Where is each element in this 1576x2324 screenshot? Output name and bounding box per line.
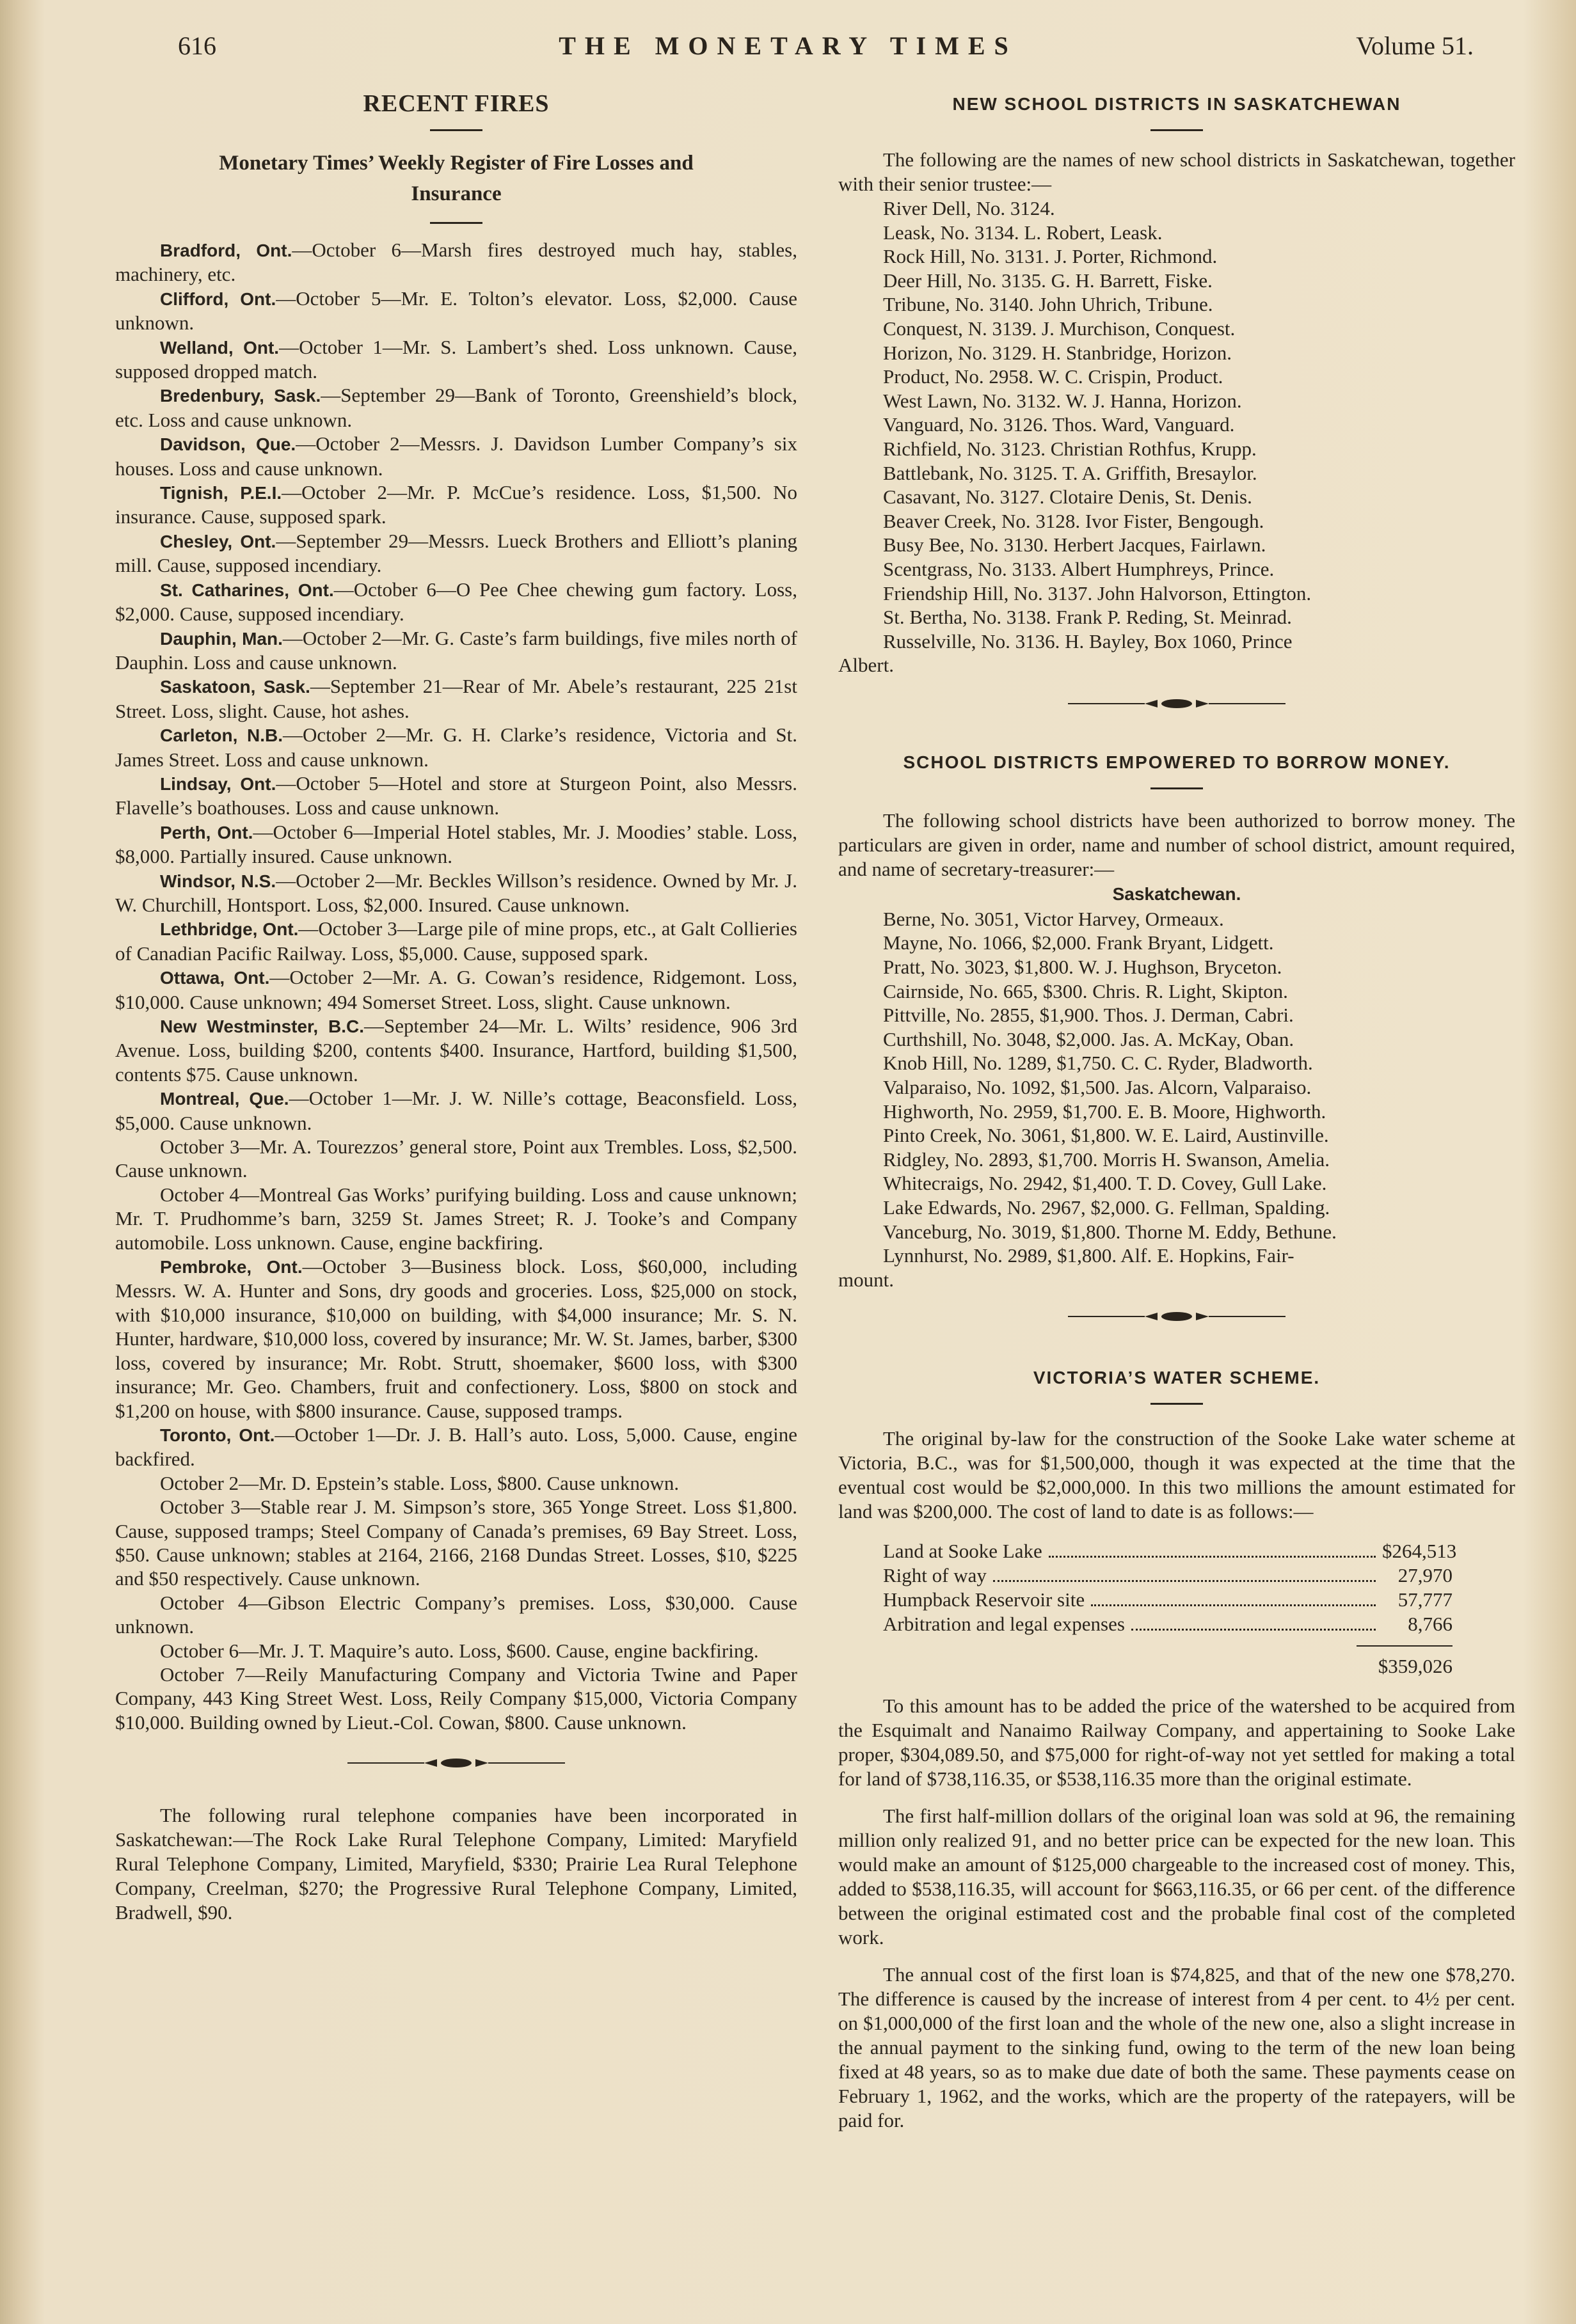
borrow-line: Pinto Creek, No. 3061, $1,800. W. E. Laird, Austinville.	[883, 1124, 1329, 1147]
borrow-line: Ridgley, No. 2893, $1,700. Morris H. Swanson, Amelia.	[883, 1148, 1330, 1171]
fire-entry-location: Pembroke, Ont.	[160, 1257, 303, 1277]
borrow-line: Mayne, No. 1066, $2,000. Frank Bryant, Lidgett.	[883, 931, 1274, 954]
borrow-intro: The following school districts have been authorized to borrow money. The particulars are given in order, name and number of school district, amount required, and name of secretary-treasurer:—	[838, 809, 1515, 880]
fire-entry-text: —October 5—Mr. E. Tolton’s elevator. Loss, $2,000. Cause unknown.	[115, 287, 798, 335]
fire-entry	[115, 1135, 797, 1183]
fire-entry	[115, 1591, 797, 1639]
fire-entry-location: Carleton, N.B.	[160, 725, 283, 746]
district-line: Richfield, No. 3123. Christian Rothfus, Krupp.	[883, 437, 1257, 460]
district-line: Busy Bee, No. 3130. Herbert Jacques, Fairlawn.	[883, 534, 1266, 557]
title-rule	[430, 129, 482, 131]
recent-fires-title: RECENT FIRES	[363, 90, 550, 117]
publication-title: THE MONETARY TIMES	[559, 31, 1017, 60]
fire-entry	[115, 1183, 797, 1254]
fire-entry	[115, 820, 797, 869]
cost-label: Right of way	[883, 1564, 987, 1587]
cost-label: Arbitration and legal expenses	[883, 1613, 1125, 1636]
fire-entry	[115, 1471, 797, 1495]
fire-entry	[115, 480, 797, 529]
fire-entry-location: Welland, Ont.	[160, 337, 280, 358]
fire-entry-location: New Westminster, B.C.	[160, 1016, 365, 1036]
running-header	[0, 31, 1576, 69]
districts-tail: Albert.	[838, 654, 894, 677]
water-paragraph-3: The first half-million dollars of the original loan was sold at 96, the remaining million only realized 91, and no better price can be expected for the new loan. This would make an amount of $125,000 chargeable to the increased cost of money. This, added to $538,116.35, will account for $663,116.35, or 66 per cent. of the difference between the original estimated cost and the probable final cost of the completed work.	[838, 1805, 1515, 1949]
fire-entry-text: —October 1—Mr. J. W. Nille’s cottage, Beaconsfield. Loss, $5,000. Cause unknown.	[115, 1087, 798, 1134]
fire-entry	[115, 1014, 797, 1086]
water-rule	[1150, 1403, 1203, 1405]
borrow-line: Whitecraigs, No. 2942, $1,400. T. D. Covey, Gull Lake.	[883, 1172, 1327, 1195]
district-line: Horizon, No. 3129. H. Stanbridge, Horizon.	[883, 341, 1232, 364]
fire-entry-text: —October 2—Mr. G. Caste’s farm buildings, five miles north of Dauphin. Loss and cause unknown.	[115, 626, 798, 674]
page-number: 616	[178, 31, 216, 60]
fire-entry	[115, 529, 797, 578]
fire-entry-text: October 2—Mr. D. Epstein’s stable. Loss, $800. Cause unknown.	[160, 1471, 680, 1494]
fire-entry	[115, 917, 797, 965]
borrow-line: Pratt, No. 3023, $1,800. W. J. Hughson, Bryceton.	[883, 956, 1282, 979]
telephone-companies-paragraph: The following rural telephone companies have been incorporated in Saskatchewan:—The Rock Lake Rural Telephone Company, Limited: Maryfield Rural Telephone Company, Limited, Maryfield, $330; Prairie Lea Rural Telephone Company, Creelman, $270; the Progressive Rural Telephone Company, Limited, Bradwell, $90.	[115, 1804, 797, 1924]
ornament-divider	[1068, 1309, 1285, 1324]
fire-entry-location: Lindsay, Ont.	[160, 773, 276, 794]
fire-entry-location: Bredenbury, Sask.	[160, 386, 321, 406]
cost-total: $359,026	[1357, 1645, 1453, 1679]
fire-entry	[115, 626, 797, 675]
fire-entry-location: Tignish, P.E.I.	[160, 483, 282, 503]
fire-entry-location: Windsor, N.S.	[160, 871, 276, 891]
water-scheme-title: VICTORIA’S WATER SCHEME.	[1033, 1368, 1321, 1388]
fire-entry-location: Bradford, Ont.	[160, 241, 292, 260]
district-line: Scentgrass, No. 3133. Albert Humphreys, Prince.	[883, 557, 1275, 580]
borrow-money-title: SCHOOL DISTRICTS EMPOWERED TO BORROW MONEY.	[903, 752, 1451, 772]
water-paragraph-1: The original by-law for the construction of the Sooke Lake water scheme at Victoria, B.C., was for $1,500,000, though it was expected at the time that the eventual cost would be $2,000,000. In this two millions the amount estimated for land was $200,000. The cost of land to date is as follows:—	[838, 1427, 1515, 1523]
cost-row	[883, 1539, 1457, 1563]
fire-entry-text: —September 29—Bank of Toronto, Greenshield’s block, etc. Loss and cause unknown.	[115, 384, 798, 431]
fire-entry-text: —October 5—Hotel and store at Sturgeon Point, also Messrs. Flavelle’s boathouses. Loss and cause unknown.	[115, 771, 797, 819]
fire-entry-text: October 3—Stable rear J. M. Simpson’s store, 365 Yonge Street. Loss $1,800. Cause, supposed tramps; Steel Company of Canada’s premises, 69 Bay Street. Loss, $50. Cause unknown; stables at 2164, 2166, 2168 Dundas Street. Losses, $10, $225 and $50 respectively. Cause unknown.	[115, 1496, 797, 1590]
fire-entry	[115, 383, 797, 432]
districts-rule	[1150, 129, 1203, 131]
district-line: Tribune, No. 3140. John Uhrich, Tribune.	[883, 293, 1213, 316]
fire-entries-list	[115, 238, 797, 1734]
ornament-divider	[347, 1756, 565, 1770]
land-cost-table	[883, 1539, 1457, 1679]
district-line: West Lawn, No. 3132. W. J. Hanna, Horizon.	[883, 389, 1242, 412]
fire-register-subtitle: Monetary Times’ Weekly Register of Fire Losses and Insurance	[219, 152, 694, 205]
cost-amount: 57,777	[1397, 1588, 1453, 1611]
fire-entry-text: —October 3—Business block. Loss, $60,000, including Messrs. W. A. Hunter and Sons, dry goods and groceries. Loss, $25,000 on stock, with $10,000 insurance, $10,000 on building, with $4,000 insurance; Mr. S. N. Hunter, hardware, $10,000 loss, covered by insurance; Mr. W. St. James, barber, $300 loss, covered by insurance; Mr. Robt. Strutt, shoemaker, $600 loss, with $300 insurance; Mr. Geo. Chambers, fruit and confectionery. Loss, $800 on stock and $1,200 on house, with $800 insurance. Cause, supposed tramps.	[115, 1255, 797, 1422]
borrow-line: Pittville, No. 2855, $1,900. Thos. J. Derman, Cabri.	[883, 1004, 1294, 1027]
district-line: Russelville, No. 3136. H. Bayley, Box 1060, Prince	[883, 629, 1293, 652]
fire-entry	[115, 674, 797, 723]
districts-intro: The following are the names of new school districts in Saskatchewan, together with their senior trustee:—	[838, 148, 1515, 195]
fire-entry-text: October 7—Reily Manufacturing Company and Victoria Twine and Paper Company, 443 King Street West. Loss, Reily Company $15,000, Victoria Company $10,000. Building owned by Lieut.-Col. Cowan, $800. Cause unknown.	[115, 1663, 797, 1734]
fire-entry-text: —October 6—O Pee Chee chewing gum factory. Loss, $2,000. Cause, supposed incendiary.	[115, 578, 797, 626]
fire-entry	[115, 723, 797, 771]
fire-entry-location: Perth, Ont.	[160, 822, 253, 842]
borrow-line: Curthshill, No. 3048, $2,000. Jas. A. McKay, Oban.	[883, 1027, 1294, 1050]
fire-entry-location: Dauphin, Man.	[160, 628, 283, 649]
cost-label: Land at Sooke Lake	[883, 1540, 1042, 1563]
fire-entry-text: —September 24—Mr. L. Wilts’ residence, 906 3rd Avenue. Loss, building $200, contents $400. Insurance, Hartford, building $1,500, contents $75. Cause unknown.	[115, 1015, 797, 1086]
fire-entry-text: —October 2—Mr. P. McCue’s residence. Loss, $1,500. No insurance. Cause, supposed spark.	[115, 481, 797, 528]
cost-row	[883, 1588, 1453, 1612]
fire-entry-location: Toronto, Ont.	[160, 1425, 275, 1445]
fire-entry-text: —September 21—Rear of Mr. Abele’s restaurant, 225 21st Street. Loss, slight. Cause, hot ashes.	[115, 675, 797, 722]
cost-amount: $264,513	[1382, 1540, 1457, 1563]
fire-entry-text: —September 29—Messrs. Lueck Brothers and Elliott’s planing mill. Cause, supposed incendiary.	[115, 529, 798, 577]
fire-entry-location: Montreal, Que.	[160, 1089, 289, 1109]
district-line: Deer Hill, No. 3135. G. H. Barrett, Fiske.	[883, 269, 1213, 292]
fire-entry	[115, 771, 797, 820]
dot-leader	[1091, 1604, 1376, 1606]
fire-entry	[115, 1254, 797, 1423]
fire-entry-location: Lethbridge, Ont.	[160, 919, 299, 940]
borrow-line: Valparaiso, No. 1092, $1,500. Jas. Alcorn, Valparaiso.	[883, 1076, 1312, 1099]
dot-leader	[993, 1580, 1376, 1582]
fire-entry-text: —October 3—Large pile of mine props, etc., at Galt Collieries of Canadian Pacific Railway. Loss, $5,000. Cause, supposed spark.	[115, 917, 797, 965]
subtitle-rule	[430, 222, 482, 224]
fire-entry-location: Ottawa, Ont.	[160, 968, 270, 988]
water-paragraph-2: To this amount has to be added the price of the watershed to be acquired from the Esquimalt and Nanaimo Railway Company, and appertaining to Sooke Lake proper, $304,089.50, and $75,000 for right-of-way not yet settled for making a total for land of $738,116.35, or $538,116.35 more than the original estimate.	[838, 1695, 1515, 1790]
district-line: Friendship Hill, No. 3137. John Halvorson, Ettington.	[883, 581, 1312, 605]
fire-entry	[115, 238, 797, 287]
borrow-list	[838, 907, 1515, 1268]
fire-entry	[115, 432, 797, 480]
fire-entry	[115, 1086, 797, 1135]
fire-entry	[115, 1639, 797, 1663]
volume-label: Volume 51.	[1356, 31, 1474, 60]
borrow-rule	[1150, 787, 1203, 789]
district-line: Conquest, N. 3139. J. Murchison, Conquest.	[883, 317, 1236, 340]
fire-entry-text: —October 2—Mr. A. G. Cowan’s residence, Ridgemont. Loss, $10,000. Cause unknown; 494 Somerset Street. Loss, slight. Cause unknown.	[115, 966, 797, 1013]
fire-entry-location: Saskatoon, Sask.	[160, 677, 310, 697]
borrow-line: Knob Hill, No. 1289, $1,750. C. C. Ryder, Bladworth.	[883, 1052, 1313, 1075]
cost-row	[883, 1563, 1453, 1588]
fire-entry-text: October 3—Mr. A. Tourezzos’ general store, Point aux Trembles. Loss, $2,500. Cause unknown.	[115, 1135, 797, 1182]
district-line: Vanguard, No. 3126. Thos. Ward, Vanguard.	[883, 413, 1235, 436]
fire-entry	[115, 1663, 797, 1734]
fire-entry	[115, 287, 797, 335]
borrow-line: Lynnhurst, No. 2989, $1,800. Alf. E. Hopkins, Fair-	[883, 1244, 1294, 1267]
ornament-divider	[1068, 697, 1285, 711]
province-heading: Saskatchewan.	[1112, 883, 1241, 904]
district-list	[838, 196, 1515, 653]
fire-entry-text: —October 6—Imperial Hotel stables, Mr. J. Moodies’ stable. Loss, $8,000. Partially insured. Cause unknown.	[115, 820, 797, 868]
dot-leader	[1049, 1556, 1376, 1558]
borrow-tail: mount.	[838, 1268, 894, 1291]
district-line: Casavant, No. 3127. Clotaire Denis, St. Denis.	[883, 486, 1252, 509]
cost-label: Humpback Reservoir site	[883, 1588, 1085, 1611]
fire-entry-text: —October 2—Messrs. J. Davidson Lumber Company’s six houses. Loss and cause unknown.	[115, 432, 797, 480]
borrow-line: Highworth, No. 2959, $1,700. E. B. Moore, Highworth.	[883, 1100, 1326, 1123]
fire-entry	[115, 869, 797, 917]
fire-entry	[115, 1495, 797, 1591]
fire-entry-location: St. Catharines, Ont.	[160, 580, 334, 600]
new-school-districts-title: NEW SCHOOL DISTRICTS IN SASKATCHEWAN	[952, 94, 1401, 114]
fire-entry-text: —October 6—Marsh fires destroyed much hay, stables, machinery, etc.	[115, 239, 797, 286]
cost-total-row	[883, 1645, 1453, 1679]
borrow-line: Cairnside, No. 665, $300. Chris. R. Light, Skipton.	[883, 979, 1288, 1002]
fire-entry	[115, 578, 797, 626]
fire-entry-text: —October 2—Mr. G. H. Clarke’s residence, Victoria and St. James Street. Loss and cause unknown.	[115, 723, 797, 771]
fire-entry-text: October 4—Montreal Gas Works’ purifying building. Loss and cause unknown; Mr. T. Prudhomme’s barn, 3259 St. James Street; R. J. Tooke’s and Company automobile. Loss unknown. Cause, engine backfiring.	[115, 1183, 797, 1254]
fire-entry-text: —October 1—Mr. S. Lambert’s shed. Loss unknown. Cause, supposed dropped match.	[115, 335, 797, 383]
right-column	[838, 82, 1515, 2146]
fire-entry-text: October 6—Mr. J. T. Maquire’s auto. Loss, $600. Cause, engine backfiring.	[160, 1639, 759, 1662]
district-line: Beaver Creek, No. 3128. Ivor Fister, Bengough.	[883, 509, 1264, 532]
borrow-line: Vanceburg, No. 3019, $1,800. Thorne M. Eddy, Bethune.	[883, 1220, 1337, 1243]
district-line: St. Bertha, No. 3138. Frank P. Reding, St. Meinrad.	[883, 606, 1292, 629]
district-line: River Dell, No. 3124.	[883, 197, 1055, 219]
district-line: Leask, No. 3134. L. Robert, Leask.	[883, 221, 1163, 244]
fire-entry-location: Clifford, Ont.	[160, 289, 276, 309]
borrow-line: Lake Edwards, No. 2967, $2,000. G. Fellman, Spalding.	[883, 1196, 1330, 1219]
dot-leader	[1131, 1629, 1376, 1631]
cost-row	[883, 1612, 1453, 1636]
cost-amount: 27,970	[1397, 1564, 1453, 1587]
district-line: Product, No. 2958. W. C. Crispin, Product.	[883, 365, 1223, 388]
fire-entry	[115, 1423, 797, 1471]
fire-entry-text: —October 2—Mr. Beckles Willson’s residence. Owned by Mr. J. W. Churchill, Hontsport. Loss, $2,000. Insured. Cause unknown.	[115, 869, 798, 916]
cost-amount: 8,766	[1408, 1613, 1453, 1636]
borrow-line: Berne, No. 3051, Victor Harvey, Ormeaux.	[883, 907, 1224, 930]
fire-entry-location: Chesley, Ont.	[160, 531, 276, 551]
water-paragraph-4: The annual cost of the first loan is $74,825, and that of the new one $78,270. The difference is caused by the increase of interest from 4 per cent. to 4½ per cent. on $1,000,000 of the first loan and the whole of the new one, also a slight increase in the annual payment to the sinking fund, owing to the term of the new loan being fixed at 48 years, so as to make due date of both the same. These payments cease on February 1, 1962, and the works, which are the property of the ratepayers, will be paid for.	[838, 1963, 1515, 2132]
fire-entry	[115, 335, 797, 384]
fire-entry-location: Davidson, Que.	[160, 434, 296, 455]
fire-entry-text: October 4—Gibson Electric Company’s premises. Loss, $30,000. Cause unknown.	[115, 1591, 797, 1638]
left-column	[115, 82, 797, 1938]
fire-entry	[115, 965, 797, 1014]
district-line: Rock Hill, No. 3131. J. Porter, Richmond.	[883, 245, 1218, 268]
fire-entry-text: —October 1—Dr. J. B. Hall’s auto. Loss, 5,000. Cause, engine backfired.	[115, 1423, 797, 1471]
district-line: Battlebank, No. 3125. T. A. Griffith, Bresaylor.	[883, 461, 1257, 484]
